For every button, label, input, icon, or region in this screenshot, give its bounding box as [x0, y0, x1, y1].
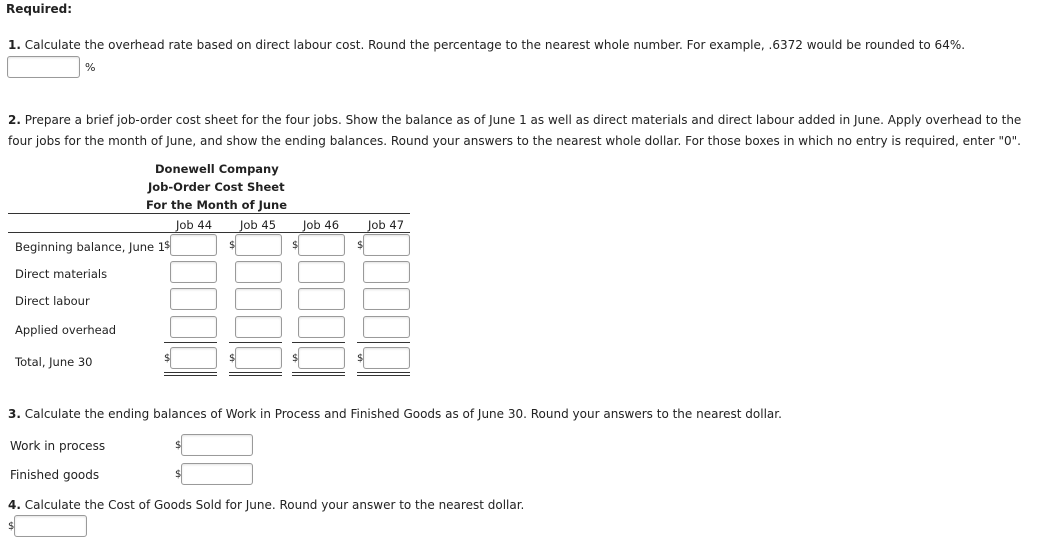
total-double-rule: [357, 372, 410, 373]
row-label-total: Total, June 30: [15, 355, 93, 369]
dollar-sign: $: [175, 440, 182, 451]
question-2-text-1: Prepare a brief job-order cost sheet for the four jobs. Show the balance as of June 1 as well as direct materials and direct labour added in June. Apply overhead to the: [24, 113, 1022, 127]
subtotal-rule: [292, 342, 345, 343]
total-double-rule: [229, 375, 282, 376]
dollar-sign: $: [292, 240, 299, 251]
column-header-job-46: Job 46: [303, 218, 340, 232]
job-46-beginning-input[interactable]: [298, 234, 345, 256]
sheet-title: Job-Order Cost Sheet: [148, 180, 285, 194]
job-45-labour-input[interactable]: [235, 288, 282, 310]
job-47-labour-input[interactable]: [363, 288, 410, 310]
work-in-process-label: Work in process: [10, 439, 106, 453]
dollar-sign: $: [229, 353, 236, 364]
finished-goods-label: Finished goods: [10, 468, 100, 482]
question-3-text: Calculate the ending balances of Work in Process and Finished Goods as of June 30. Round your answers to the nearest dollar.: [24, 407, 782, 421]
question-1-text: Calculate the overhead rate based on direct labour cost. Round the percentage to the nearest whole number. For example, .6372 would be rounded to 64%.: [24, 38, 966, 52]
job-44-beginning-input[interactable]: [170, 234, 217, 256]
row-label-beginning-balance: Beginning balance, June 1: [15, 240, 166, 254]
question-1-number: 1.: [8, 38, 21, 52]
cost-of-goods-sold-input[interactable]: [14, 515, 87, 537]
question-3: [8, 407, 782, 421]
finished-goods-input[interactable]: [181, 463, 253, 485]
job-44-labour-input[interactable]: [170, 288, 217, 310]
overhead-rate-input[interactable]: [7, 56, 80, 78]
job-45-materials-input[interactable]: [235, 261, 282, 283]
column-header-job-45: Job 45: [240, 218, 277, 232]
column-header-rule: [8, 232, 410, 233]
work-in-process-input[interactable]: [181, 434, 253, 456]
job-47-materials-input[interactable]: [363, 261, 410, 283]
job-45-beginning-input[interactable]: [235, 234, 282, 256]
subtotal-rule: [229, 342, 282, 343]
total-double-rule: [164, 372, 217, 373]
column-header-job-44: Job 44: [176, 218, 213, 232]
header-rule: [8, 213, 410, 214]
row-label-applied-overhead: Applied overhead: [15, 323, 117, 337]
question-4: [8, 498, 524, 512]
question-4-text: Calculate the Cost of Goods Sold for June. Round your answer to the nearest dollar.: [24, 498, 525, 512]
column-header-job-47: Job 47: [368, 218, 405, 232]
dollar-sign: $: [164, 353, 171, 364]
job-47-beginning-input[interactable]: [363, 234, 410, 256]
job-46-labour-input[interactable]: [298, 288, 345, 310]
required-heading: Required:: [6, 2, 73, 16]
row-label-direct-materials: Direct materials: [15, 267, 108, 281]
question-2-text-2: four jobs for the month of June, and show the ending balances. Round your answers to the nearest whole dollar. For those boxes in which no entry is required, enter "0".: [8, 134, 1021, 148]
dollar-sign: $: [229, 240, 236, 251]
dollar-sign: $: [164, 240, 171, 251]
question-4-number: 4.: [8, 498, 21, 512]
job-44-total-input[interactable]: [170, 347, 217, 369]
job-46-overhead-input[interactable]: [298, 316, 345, 338]
dollar-sign: $: [357, 353, 364, 364]
job-47-overhead-input[interactable]: [363, 316, 410, 338]
dollar-sign: $: [357, 240, 364, 251]
job-45-overhead-input[interactable]: [235, 316, 282, 338]
job-46-total-input[interactable]: [298, 347, 345, 369]
company-name: Donewell Company: [155, 162, 279, 176]
dollar-sign: $: [175, 469, 182, 480]
question-2-number: 2.: [8, 113, 21, 127]
job-46-materials-input[interactable]: [298, 261, 345, 283]
question-1: [8, 38, 965, 52]
total-double-rule: [164, 375, 217, 376]
total-double-rule: [292, 372, 345, 373]
subtotal-rule: [357, 342, 410, 343]
total-double-rule: [357, 375, 410, 376]
job-44-overhead-input[interactable]: [170, 316, 217, 338]
job-44-materials-input[interactable]: [170, 261, 217, 283]
dollar-sign: $: [292, 353, 299, 364]
job-47-total-input[interactable]: [363, 347, 410, 369]
sheet-period: For the Month of June: [146, 198, 288, 212]
question-2-line-1: [8, 113, 1021, 127]
total-double-rule: [229, 372, 282, 373]
subtotal-rule: [164, 342, 217, 343]
dollar-sign: $: [8, 521, 15, 532]
job-45-total-input[interactable]: [235, 347, 282, 369]
question-3-number: 3.: [8, 407, 21, 421]
row-label-direct-labour: Direct labour: [15, 294, 90, 308]
percent-unit: %: [85, 61, 96, 74]
total-double-rule: [292, 375, 345, 376]
